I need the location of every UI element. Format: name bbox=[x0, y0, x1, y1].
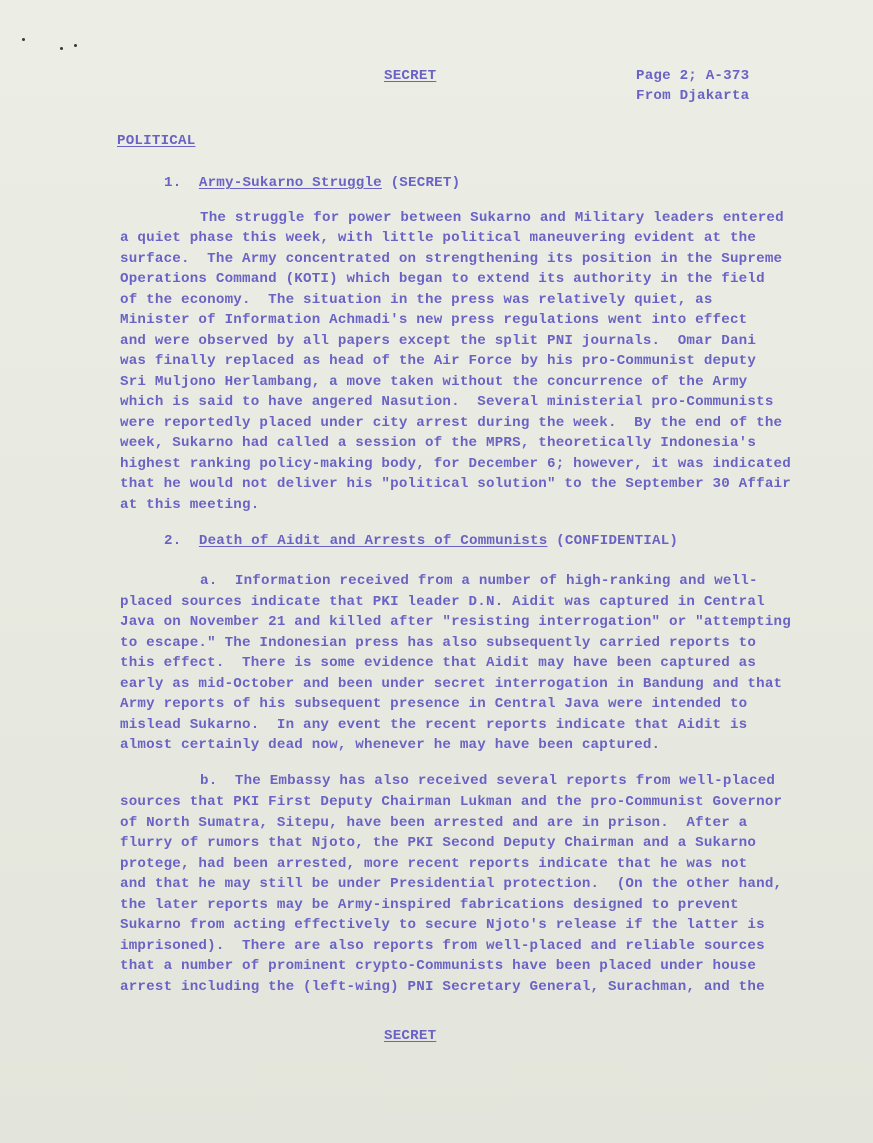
item1-title: Army-Sukarno Struggle bbox=[198, 175, 382, 191]
text-line: and were observed by all papers except the split PNI journals. Omar Dani bbox=[120, 333, 757, 349]
item2-heading bbox=[164, 533, 678, 549]
text-line: a quiet phase this week, with little political maneuvering evident at the bbox=[120, 230, 757, 246]
footer-classification: SECRET bbox=[384, 1028, 437, 1044]
origin-line: From Djakarta bbox=[636, 88, 750, 104]
item2-number: 2. bbox=[164, 533, 182, 549]
text-line: were reportedly placed under city arrest during the week. By the end of the bbox=[120, 415, 783, 431]
text-line: surface. The Army concentrated on strengthening its position in the Supreme bbox=[120, 251, 783, 267]
text-line: Operations Command (KOTI) which began to extend its authority in the field bbox=[120, 271, 765, 287]
text-line: mislead Sukarno. In any event the recent reports indicate that Aidit is bbox=[120, 717, 748, 733]
paper-mark bbox=[22, 38, 25, 41]
item1-number: 1. bbox=[164, 175, 182, 191]
text-line: highest ranking policy-making body, for December 6; however, it was indicated bbox=[120, 456, 791, 472]
text-line: sources that PKI First Deputy Chairman Lukman and the pro-Communist Governor bbox=[120, 794, 783, 810]
text-line: week, Sukarno had called a session of the MPRS, theoretically Indonesia's bbox=[120, 435, 757, 451]
text-line: protege, had been arrested, more recent reports indicate that he was not bbox=[120, 856, 748, 872]
text-line: Minister of Information Achmadi's new press regulations went into effect bbox=[120, 312, 748, 328]
item1-classification: (SECRET) bbox=[390, 175, 461, 191]
text-line: Army reports of his subsequent presence in Central Java were intended to bbox=[120, 696, 748, 712]
section-heading: POLITICAL bbox=[117, 133, 196, 149]
text-line: was finally replaced as head of the Air Force by his pro-Communist deputy bbox=[120, 353, 757, 369]
text-line: and that he may still be under Presidential protection. (On the other hand, bbox=[120, 876, 783, 892]
text-line: early as mid-October and been under secret interrogation in Bandung and that bbox=[120, 676, 783, 692]
text-line: this effect. There is some evidence that Aidit may have been captured as bbox=[120, 655, 757, 671]
text-line: arrest including the (left-wing) PNI Secretary General, Surachman, and the bbox=[120, 979, 765, 995]
text-line: of the economy. The situation in the press was relatively quiet, as bbox=[120, 292, 713, 308]
text-line: to escape." The Indonesian press has also subsequently carried reports to bbox=[120, 635, 757, 651]
text-line: at this meeting. bbox=[120, 497, 260, 513]
text-line: a. Information received from a number of high-ranking and well- bbox=[200, 573, 758, 589]
item1-heading bbox=[164, 175, 460, 191]
text-line: Sri Muljono Herlambang, a move taken without the concurrence of the Army bbox=[120, 374, 748, 390]
text-line: flurry of rumors that Njoto, the PKI Second Deputy Chairman and a Sukarno bbox=[120, 835, 757, 851]
page-reference: Page 2; A-373 bbox=[636, 68, 750, 84]
header-classification: SECRET bbox=[384, 68, 437, 84]
paper-mark bbox=[60, 47, 63, 50]
text-line: that a number of prominent crypto-Communists have been placed under house bbox=[120, 958, 757, 974]
text-line: The struggle for power between Sukarno and Military leaders entered bbox=[200, 210, 784, 226]
paper-mark bbox=[74, 44, 77, 47]
text-line: Java on November 21 and killed after "resisting interrogation" or "attempting bbox=[120, 614, 791, 630]
item2-classification: (CONFIDENTIAL) bbox=[556, 533, 679, 549]
text-line: Sukarno from acting effectively to secure Njoto's release if the latter is bbox=[120, 917, 765, 933]
text-line: which is said to have angered Nasution. Several ministerial pro-Communists bbox=[120, 394, 774, 410]
text-line: almost certainly dead now, whenever he may have been captured. bbox=[120, 737, 661, 753]
text-line: imprisoned). There are also reports from well-placed and reliable sources bbox=[120, 938, 765, 954]
text-line: of North Sumatra, Sitepu, have been arrested and are in prison. After a bbox=[120, 815, 748, 831]
text-line: b. The Embassy has also received several reports from well-placed bbox=[200, 773, 776, 789]
text-line: placed sources indicate that PKI leader D.N. Aidit was captured in Central bbox=[120, 594, 765, 610]
text-line: the later reports may be Army-inspired fabrications designed to prevent bbox=[120, 897, 739, 913]
text-line: that he would not deliver his "political solution" to the September 30 Affair bbox=[120, 476, 791, 492]
item2-title: Death of Aidit and Arrests of Communists bbox=[198, 533, 548, 549]
